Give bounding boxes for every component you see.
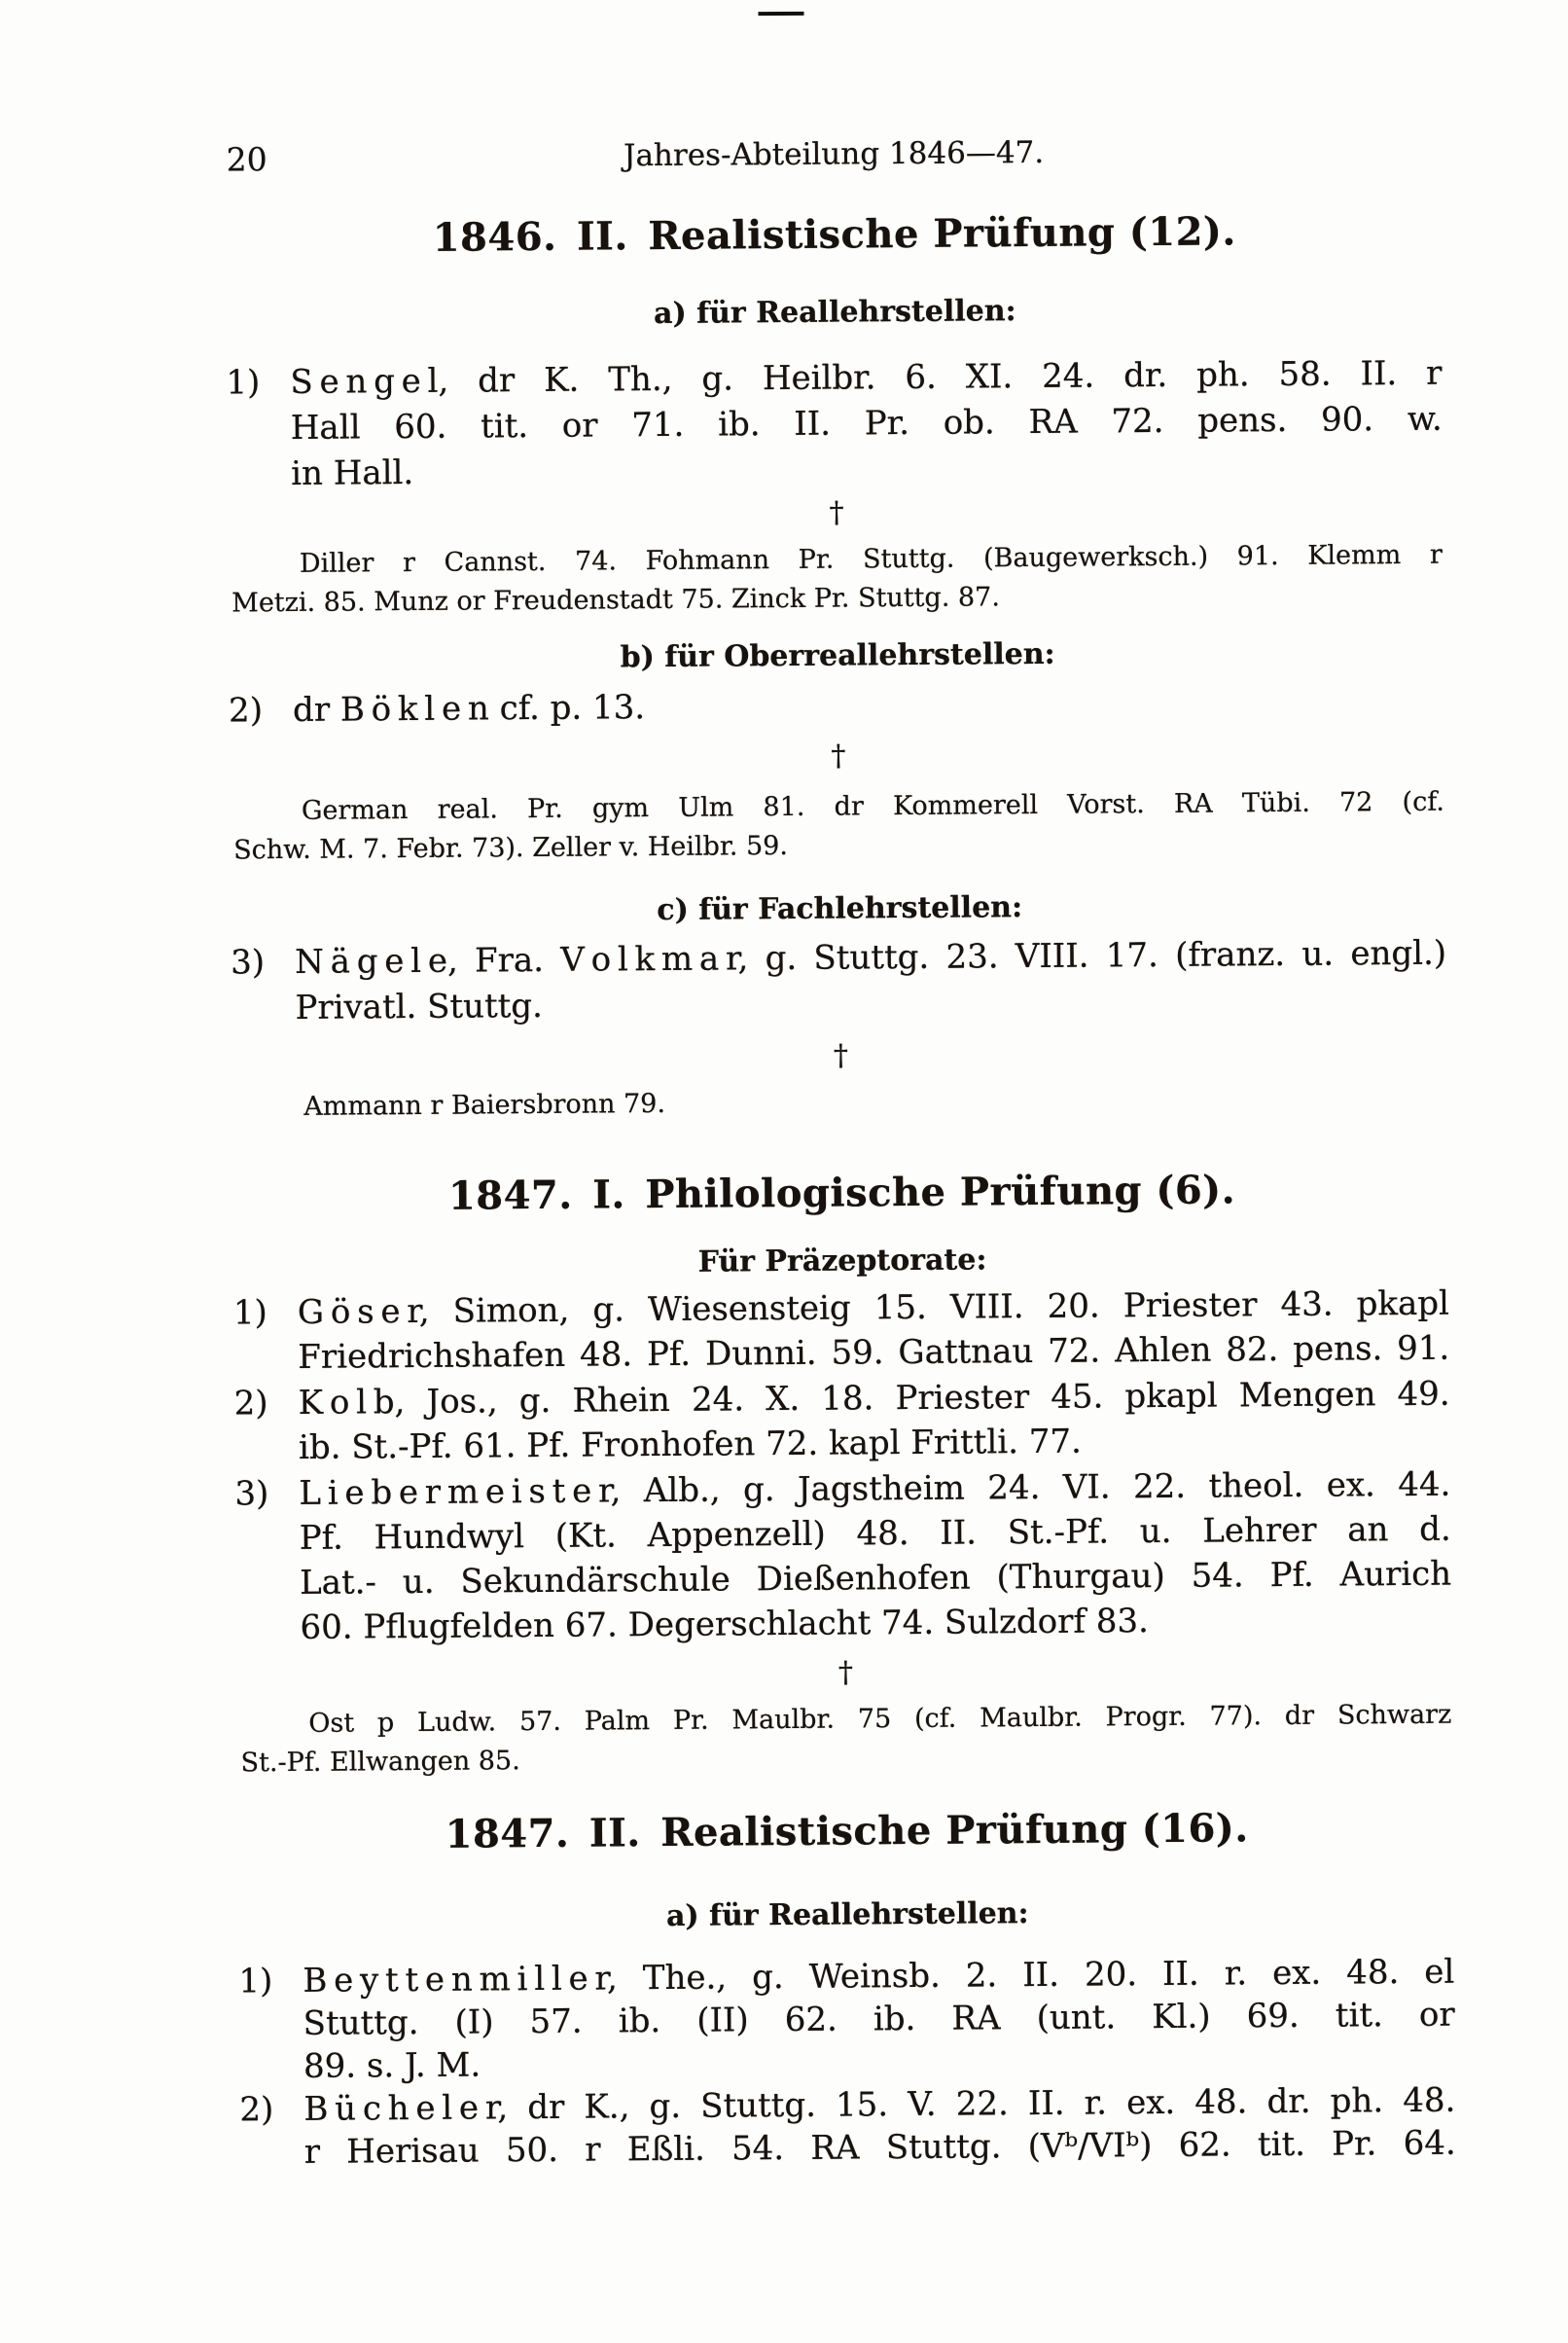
entry-number: 1): [232, 1293, 268, 1333]
footnote-block: [233, 783, 1445, 871]
entry-line: Pf. Hundwyl (Kt. Appenzell) 48. II. St.-Pf. u. Lehrer an d.: [299, 1509, 1451, 1558]
entry-sengel: [226, 351, 1443, 497]
entry-number: 3): [230, 943, 266, 983]
entry-line: in Hall.: [291, 452, 414, 493]
subheading-reallehrstellen-2: a) für Reallehrstellen:: [665, 1896, 1029, 1933]
dagger-separator: †: [829, 495, 844, 530]
entry-number: 3): [234, 1474, 269, 1514]
entry-goeser: [232, 1281, 1450, 1380]
entry-number: 2): [228, 691, 264, 731]
entry-line: Privatl. Stuttg.: [295, 986, 544, 1027]
entry-line: N ä g e l e, Fra. V o l k m a r, g. Stuttg. 23. VIII. 17. (franz. u. engl.): [294, 933, 1447, 982]
entry-line: 89. s. J. M.: [303, 2045, 481, 2086]
entry-number: 2): [239, 2090, 274, 2130]
subheading-reallehrstellen: a) für Reallehrstellen:: [653, 294, 1016, 332]
note-line: Metzi. 85. Munz or Freudenstadt 75. Zinck Pr. Stuttg. 87.: [232, 582, 1000, 619]
entry-line: r Herisau 50. r Eßli. 54. RA Stuttg. (Vᵇ/VIᵇ) 62. tit. Pr. 64.: [303, 2123, 1456, 2172]
page-number: 20: [226, 140, 267, 179]
entry-number: 1): [238, 1962, 273, 2001]
note-line: Ost p Ludw. 57. Palm Pr. Maulbr. 75 (cf. Maulbr. Progr. 77). dr Schwarz: [308, 1699, 1452, 1739]
entry-liebermeister: [234, 1462, 1452, 1650]
note-line: German real. Pr. gym Ulm 81. dr Kommerell Vorst. RA Tübi. 72 (cf.: [301, 786, 1444, 826]
dagger-separator: †: [837, 1655, 854, 1690]
entry-line: B ü c h e l e r, dr K., g. Stuttg. 15. V. 22. II. r. ex. 48. dr. ph. 48.: [303, 2080, 1456, 2129]
entry-line: 60. Pflugfelden 67. Degerschlacht 74. Sulzdorf 83.: [300, 1602, 1150, 1647]
entry-line: Stuttg. (I) 57. ib. (II) 62. ib. RA (unt. Kl.) 69. tit. or: [303, 1995, 1455, 2043]
section-heading-1846-ii: 1846. II. Realistische Prüfung (12).: [432, 208, 1236, 261]
entry-line: dr B ö k l e n cf. p. 13.: [292, 688, 646, 730]
running-title: Jahres-Abteilung 1846—47.: [623, 134, 1045, 174]
section-heading-1847-i: 1847. I. Philologische Prüfung (6).: [447, 1167, 1236, 1219]
entry-line: Hall 60. tit. or 71. ib. II. Pr. ob. RA 72. pens. 90. w.: [290, 399, 1443, 448]
entry-line: K o l b, Jos., g. Rhein 24. X. 18. Priester 45. pkapl Mengen 49.: [298, 1374, 1450, 1423]
note-line: Schw. M. 7. Febr. 73). Zeller v. Heilbr. 59.: [233, 830, 789, 866]
entry-line: ib. St.-Pf. 61. Pf. Fronhofen 72. kapl Frittli. 77.: [298, 1422, 1082, 1467]
footnote-block: [235, 1079, 1446, 1128]
entry-line: B e y t t e n m i l l e r, The., g. Weinsb. 2. II. 20. II. r. ex. 48. el: [303, 1952, 1455, 2001]
entry-number: 2): [233, 1384, 268, 1424]
note-line: Diller r Cannst. 74. Fohmann Pr. Stuttg. (Baugewerksch.) 91. Klemm r: [299, 539, 1443, 579]
dagger-separator: †: [831, 739, 846, 774]
footnote-block: [240, 1696, 1452, 1784]
dagger-separator: †: [833, 1038, 849, 1073]
entry-beyttenmiller: [238, 1951, 1455, 2088]
note-line: St.-Pf. Ellwangen 85.: [240, 1746, 520, 1779]
entry-number: 1): [226, 363, 261, 403]
entry-kolb: [233, 1372, 1451, 1470]
top-rule: [758, 12, 803, 16]
entry-line: Lat.- u. Sekundärschule Dießenhofen (Thurgau) 54. Pf. Aurich: [299, 1554, 1452, 1603]
entry-boeklen: [228, 679, 1444, 734]
entry-buecheler: [239, 2079, 1456, 2174]
subheading-oberreallehrstellen: b) für Oberreallehrstellen:: [620, 636, 1055, 675]
entry-line: Friedrichshafen 48. Pf. Dunni. 59. Gattnau 72. Ahlen 82. pens. 91.: [298, 1328, 1450, 1377]
subheading-praezeptorate: Für Präzeptorate:: [697, 1243, 987, 1280]
entry-line: G ö s e r, Simon, g. Wiesensteig 15. VIII. 20. Priester 43. pkapl: [297, 1283, 1450, 1332]
section-heading-1847-ii: 1847. II. Realistische Prüfung (16).: [445, 1805, 1249, 1857]
entry-line: L i e b e r m e i s t e r, Alb., g. Jagstheim 24. VI. 22. theol. ex. 44.: [299, 1464, 1451, 1513]
entry-line: S e n g e l, dr K. Th., g. Heilbr. 6. XI. 24. dr. ph. 58. II. r: [290, 353, 1443, 402]
note-line: Ammann r Baiersbronn 79.: [303, 1088, 666, 1122]
entry-naegele: [230, 931, 1447, 1031]
footnote-block: [232, 536, 1443, 624]
subheading-fachlehrstellen: c) für Fachlehrstellen:: [657, 890, 1023, 928]
